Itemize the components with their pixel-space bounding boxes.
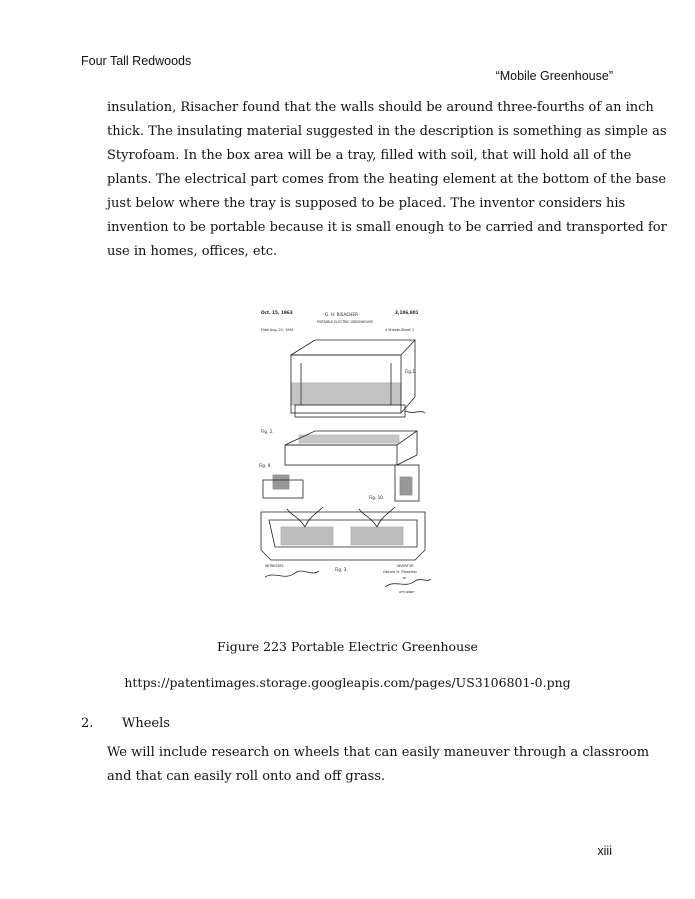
paragraph-line: use in homes, offices, etc. bbox=[107, 244, 278, 259]
patent-number: 3,106,801 bbox=[395, 310, 419, 315]
running-header-right: “Mobile Greenhouse” bbox=[495, 69, 613, 83]
patent-filed: Filed Aug. 22, 1961 bbox=[261, 328, 294, 332]
paragraph-line: just below where the tray is supposed to be placed. The inventor considers his bbox=[107, 196, 626, 211]
witnesses-label: WITNESSES bbox=[265, 564, 284, 568]
attorney-label: ATTORNEY bbox=[399, 590, 415, 594]
section-line: and that can easily roll onto and off grass. bbox=[107, 769, 386, 784]
patent-drawing-figure bbox=[255, 305, 435, 595]
paragraph-line: Styrofoam. In the box area will be a tray, filled with soil, that will hold all of the bbox=[107, 148, 632, 163]
paragraph-line: insulation, Risacher found that the walls should be around three-fourths of an inch bbox=[107, 100, 654, 115]
patent-inventor: G. H. RISACHER bbox=[325, 312, 358, 317]
section-title: Wheels bbox=[122, 716, 170, 731]
paragraph-line: thick. The insulating material suggested in the description is something as simple as bbox=[107, 124, 667, 139]
figure-caption: Figure 223 Portable Electric Greenhouse bbox=[217, 639, 478, 654]
fig9-label: Fig. 9. bbox=[259, 463, 272, 468]
paragraph-line: invention to be portable because it is small enough to be carried and transported for bbox=[107, 220, 667, 235]
patent-date: Oct. 15, 1963 bbox=[261, 310, 293, 315]
inventor-label: INVENTOR bbox=[397, 564, 414, 568]
by-label: BY bbox=[403, 576, 407, 580]
section-number: 2. bbox=[81, 716, 94, 731]
inventor-name: Gerard H. Risacher bbox=[383, 570, 417, 574]
fig3-label: Fig. 3. bbox=[335, 567, 348, 572]
paragraph-line: plants. The electrical part comes from the heating element at the bottom of the base bbox=[107, 172, 667, 187]
running-header-left: Four Tall Redwoods bbox=[81, 54, 192, 68]
source-url: https://patentimages.storage.googleapis.com/pages/US3106801-0.png bbox=[124, 675, 571, 690]
fig1-label: Fig.1. bbox=[405, 369, 417, 374]
section-paragraph bbox=[107, 741, 650, 789]
body-paragraph bbox=[107, 96, 667, 264]
patent-sheets: 4 Sheets-Sheet 1 bbox=[385, 328, 415, 332]
section-line: We will include research on wheels that can easily maneuver through a classroom bbox=[107, 745, 650, 760]
fig10-label: Fig. 10. bbox=[369, 495, 385, 500]
patent-title: PORTABLE ELECTRIC GREENHOUSE bbox=[317, 320, 374, 324]
fig2-label: Fig. 2. bbox=[261, 429, 274, 434]
page-number: xiii bbox=[597, 844, 612, 858]
